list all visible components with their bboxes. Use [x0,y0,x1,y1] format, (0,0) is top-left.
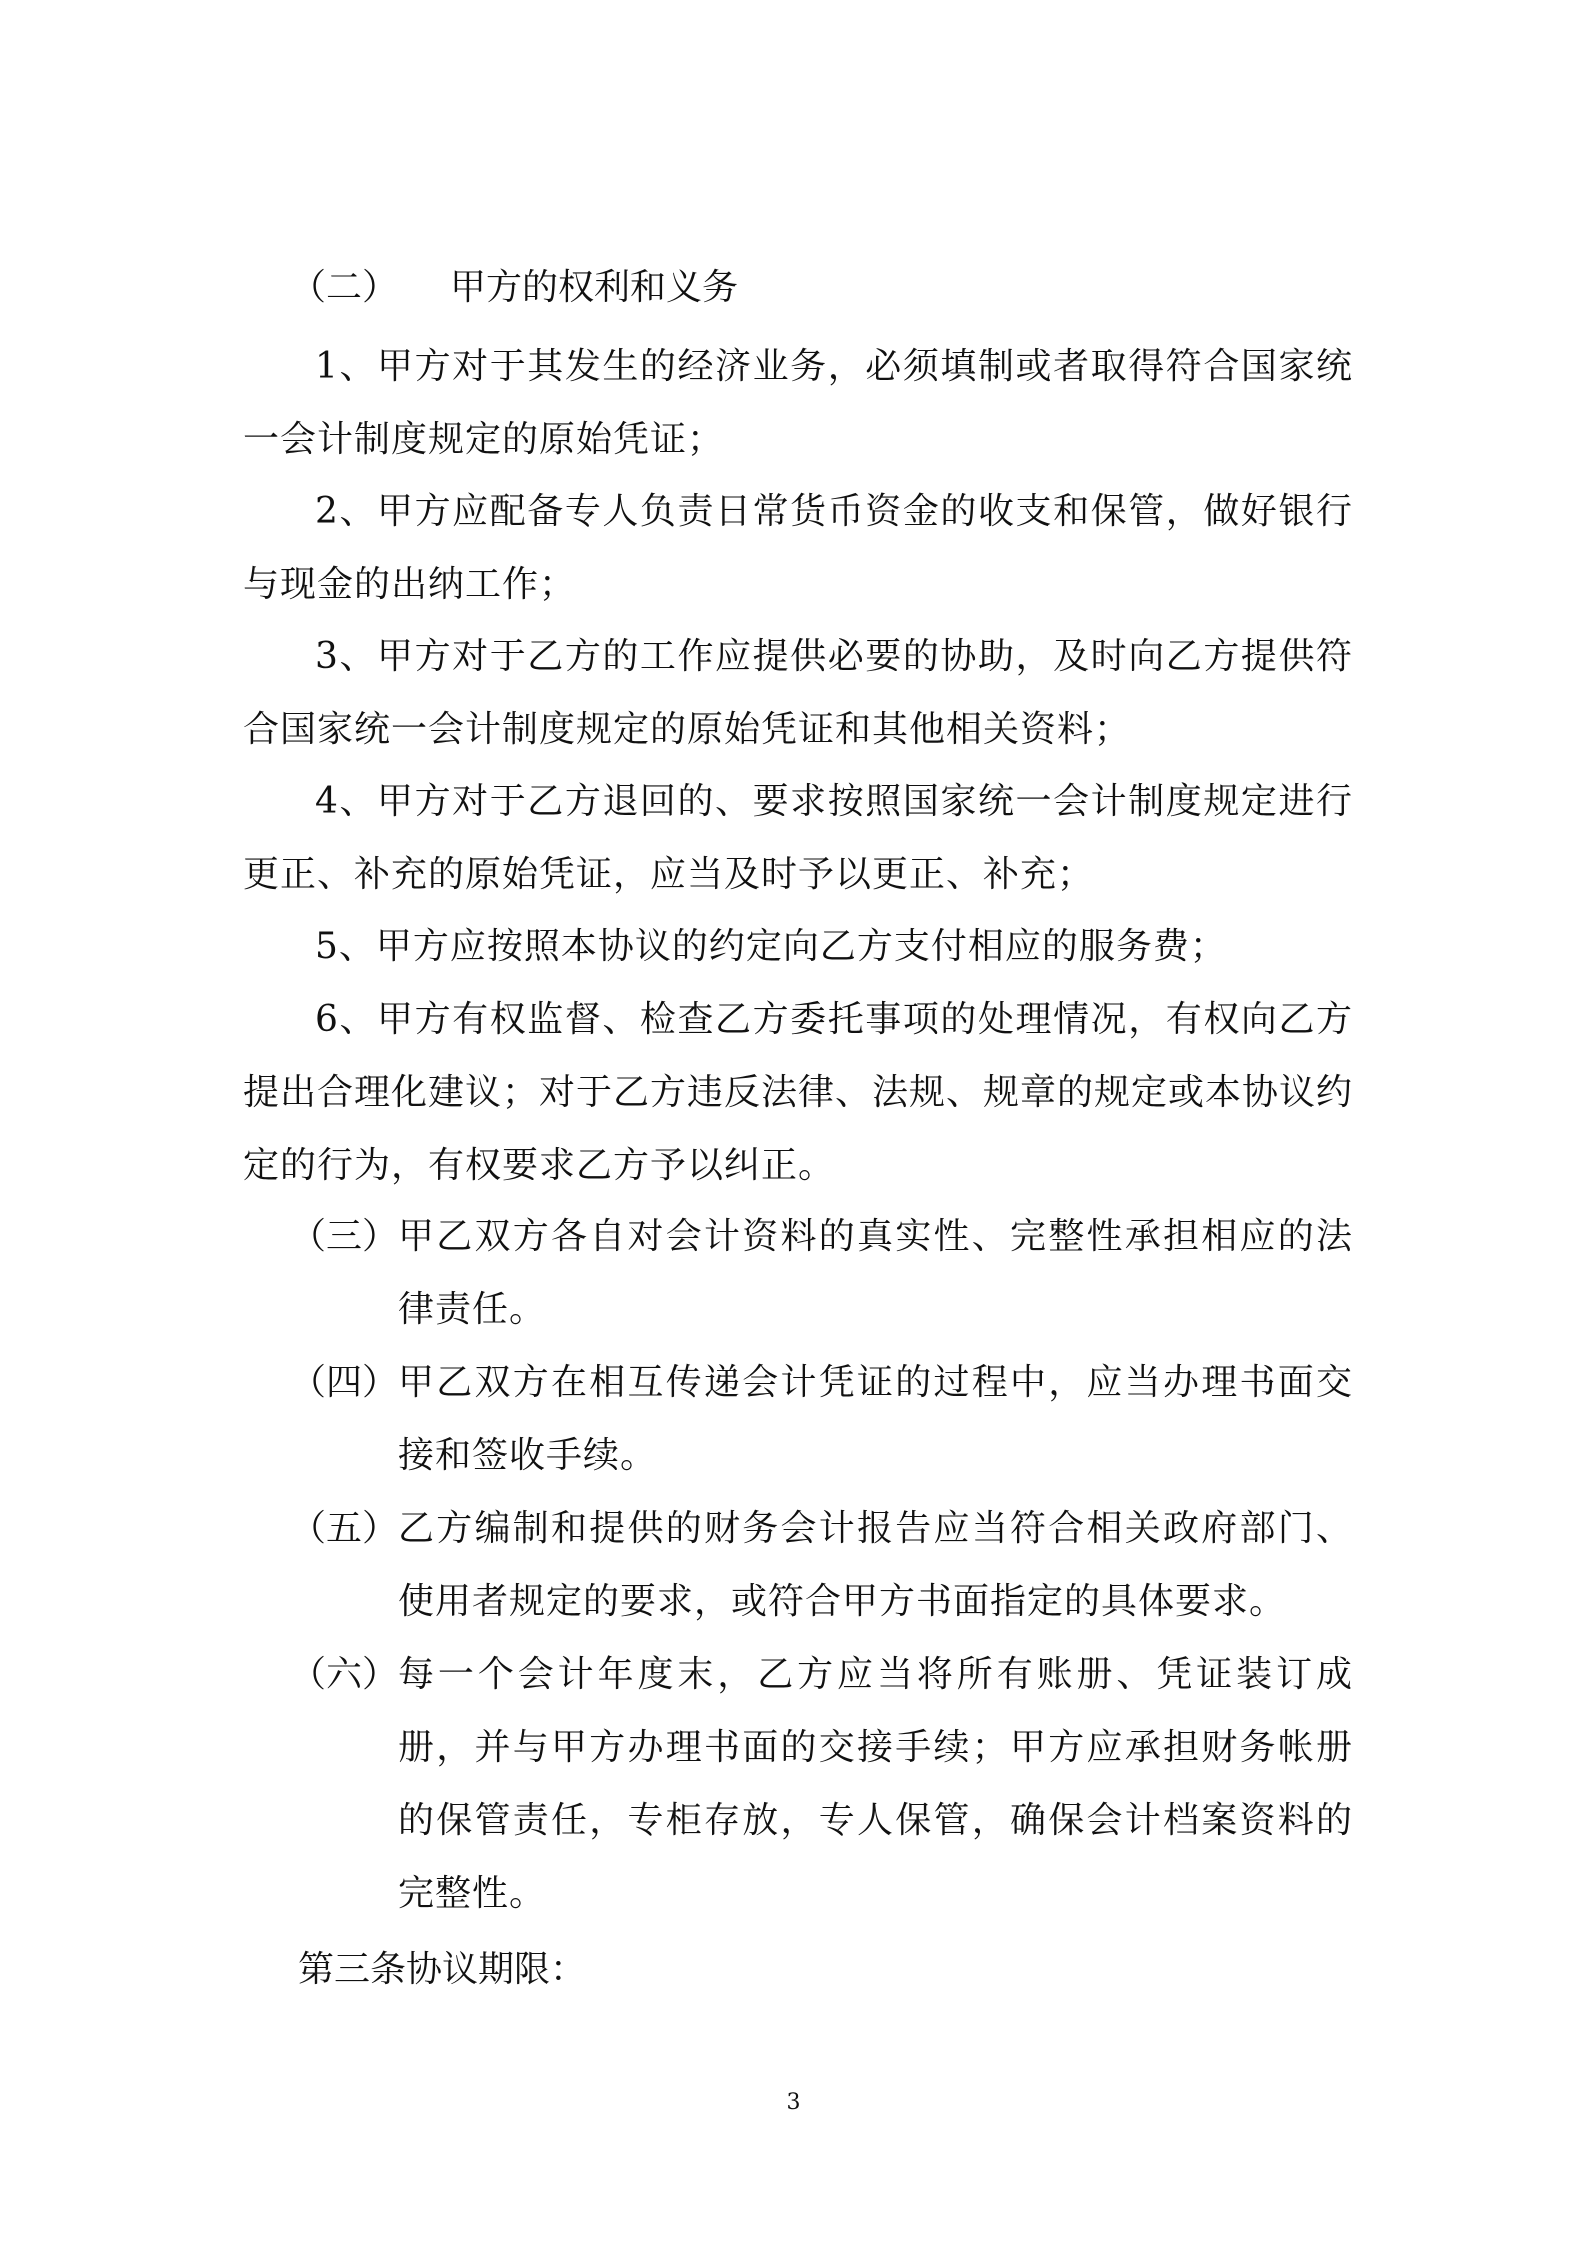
duty-paragraph: 3、甲方对于乙方的工作应提供必要的协助，及时向乙方提供符合国家统一会计制度规定的原始凭证和其他相关资料； [243,636,1353,750]
clause-text: 甲乙双方在相互传递会计凭证的过程中，应当办理书面交接和签收手续。 [398,1362,1353,1476]
clause-number: （五） [290,1508,399,1549]
duty-paragraph: 5、甲方应按照本协议的约定向乙方支付相应的服务费； [315,926,1227,967]
clause-number: （四） [290,1362,399,1403]
clause-text: 甲乙双方各自对会计资料的真实性、完整性承担相应的法律责任。 [398,1216,1353,1330]
clause-item [290,1346,1353,1492]
duty-paragraph: 4、甲方对于乙方退回的、要求按照国家统一会计制度规定进行更正、补充的原始凭证，应当及时予以更正、补充； [243,781,1353,895]
duty-paragraph: 6、甲方有权监督、检查乙方委托事项的处理情况，有权向乙方提出合理化建议；对于乙方违反法律、法规、规章的规定或本协议约定的行为，有权要求乙方予以纠正。 [243,999,1354,1186]
clause-item [290,1492,1353,1638]
section-title: 甲方的权利和义务 [450,267,739,308]
clause-number: （三） [290,1216,399,1257]
clause-number: （六） [290,1654,399,1695]
section-heading [290,258,738,318]
duty-paragraph: 2、甲方应配备专人负责日常货币资金的收支和保管，做好银行与现金的出纳工作； [243,491,1353,605]
section-number: （二） [290,267,399,308]
clause-text: 乙方编制和提供的财务会计报告应当符合相关政府部门、使用者规定的要求，或符合甲方书面指定的具体要求。 [398,1508,1353,1622]
clause-text: 每一个会计年度末，乙方应当将所有账册、凭证装订成册，并与甲方办理书面的交接手续；甲方应承担财务帐册的保管责任，专柜存放，专人保管，确保会计档案资料的完整性。 [398,1654,1353,1914]
clause-item [290,1638,1353,1930]
article-heading: 第三条协议期限： [298,1949,587,1990]
page-number: 3 [786,2090,801,2115]
clause-item [290,1200,1353,1346]
duty-paragraph: 1、甲方对于其发生的经济业务，必须填制或者取得符合国家统一会计制度规定的原始凭证； [243,346,1353,460]
